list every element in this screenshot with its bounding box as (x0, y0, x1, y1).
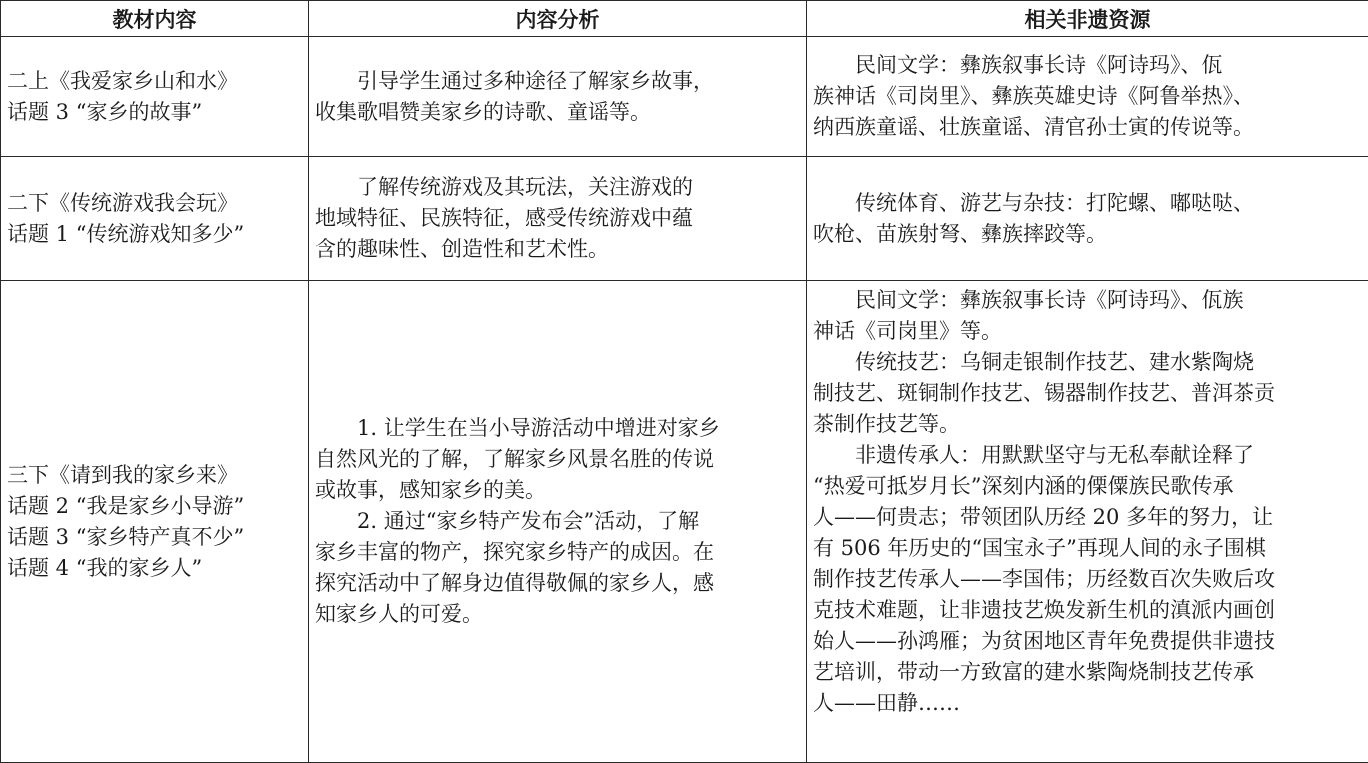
column-header-content-analysis: 内容分析 (309, 1, 807, 37)
text-line: 话题 2 “我是家乡小导游” (7, 491, 302, 522)
text-line: 1. 让学生在当小导游活动中增进对家乡 (315, 413, 800, 444)
text-line: 神话《司岗里》等。 (813, 316, 1362, 347)
text-line: 收集歌唱赞美家乡的诗歌、童谣等。 (315, 97, 800, 128)
text-line: 知家乡人的可爱。 (315, 599, 800, 630)
content-analysis-cell (309, 157, 807, 281)
table-row (1, 37, 1368, 157)
text-line: 引导学生通过多种途径了解家乡故事， (315, 66, 800, 97)
text-line: 2. 通过“家乡特产发布会”活动，了解 (315, 506, 800, 537)
heritage-resources-cell (807, 281, 1368, 763)
text-line: 民间文学：彝族叙事长诗《阿诗玛》、佤族 (813, 285, 1362, 316)
content-analysis-cell (309, 37, 807, 157)
text-line: 话题 1 “传统游戏知多少” (7, 219, 302, 250)
text-line: 话题 3 “家乡的故事” (7, 97, 302, 128)
heritage-resources-cell (807, 37, 1368, 157)
text-line: 三下《请到我的家乡来》 (7, 460, 302, 491)
text-line: 纳西族童谣、壮族童谣、清官孙士寅的传说等。 (813, 112, 1362, 143)
text-line: 艺培训，带动一方致富的建水紫陶烧制技艺传承 (813, 657, 1362, 688)
text-line: 家乡丰富的物产，探究家乡特产的成因。在 (315, 537, 800, 568)
text-line: 茶制作技艺等。 (813, 409, 1362, 440)
text-line: 民间文学：彝族叙事长诗《阿诗玛》、佤 (813, 50, 1362, 81)
table-row (1, 281, 1368, 763)
text-line: 或故事，感知家乡的美。 (315, 475, 800, 506)
text-line: 传统体育、游艺与杂技：打陀螺、嘟哒哒、 (813, 188, 1362, 219)
content-analysis-cell (309, 281, 807, 763)
text-line: 二下《传统游戏我会玩》 (7, 188, 302, 219)
column-header-textbook-content: 教材内容 (1, 1, 309, 37)
column-header-heritage-resources: 相关非遗资源 (807, 1, 1368, 37)
text-line: 制作技艺传承人——李国伟；历经数百次失败后攻 (813, 564, 1362, 595)
text-line: 制技艺、斑铜制作技艺、锡器制作技艺、普洱茶贡 (813, 378, 1362, 409)
textbook-content-cell (1, 37, 309, 157)
text-line: 二上《我爱家乡山和水》 (7, 66, 302, 97)
text-line: 人——何贵志；带领团队历经 20 多年的努力，让 (813, 502, 1362, 533)
textbook-content-cell (1, 157, 309, 281)
text-line: 探究活动中了解身边值得敬佩的家乡人，感 (315, 568, 800, 599)
text-line: 族神话《司岗里》、彝族英雄史诗《阿鲁举热》、 (813, 81, 1362, 112)
table-row (1, 157, 1368, 281)
text-line: 地域特征、民族特征，感受传统游戏中蕴 (315, 203, 800, 234)
text-line: 始人——孙鸿雁；为贫困地区青年免费提供非遗技 (813, 626, 1362, 657)
text-line: 传统技艺：乌铜走银制作技艺、建水紫陶烧 (813, 347, 1362, 378)
text-line: 含的趣味性、创造性和艺术性。 (315, 234, 800, 265)
text-line: “热爱可抵岁月长”深刻内涵的傈僳族民歌传承 (813, 471, 1362, 502)
text-line: 有 506 年历史的“国宝永子”再现人间的永子围棋 (813, 533, 1362, 564)
text-line: 话题 3 “家乡特产真不少” (7, 522, 302, 553)
heritage-resources-cell (807, 157, 1368, 281)
text-line: 自然风光的了解，了解家乡风景名胜的传说 (315, 444, 800, 475)
text-line: 克技术难题，让非遗技艺焕发新生机的滇派内画创 (813, 595, 1362, 626)
text-line: 了解传统游戏及其玩法，关注游戏的 (315, 172, 800, 203)
text-line: 非遗传承人：用默默坚守与无私奉献诠释了 (813, 440, 1362, 471)
text-line: 吹枪、苗族射弩、彝族摔跤等。 (813, 219, 1362, 250)
text-line: 人——田静…… (813, 688, 1362, 719)
textbook-content-cell (1, 281, 309, 763)
text-line: 话题 4 “我的家乡人” (7, 553, 302, 584)
table-header-row (1, 1, 1368, 37)
